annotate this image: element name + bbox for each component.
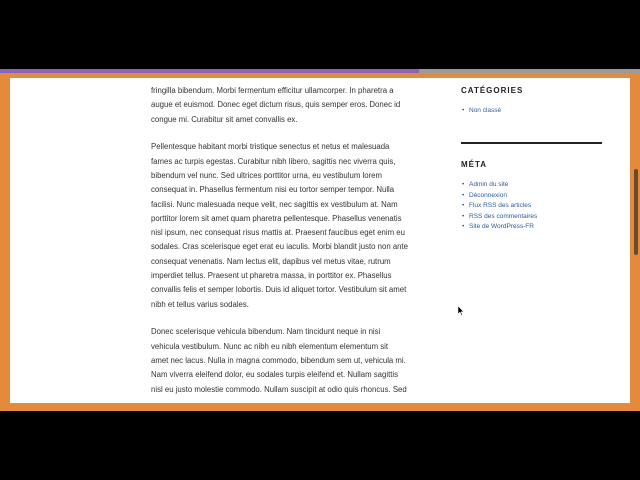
text-line: amet nec lacus. Nulla in magna commodo, bibendum sem ut, vehicula mi. (151, 356, 406, 366)
text-line: nisl ipsum, nec consequat risus mattis at. Praesent faucibus eget enim eu (151, 228, 405, 238)
widget-divider (461, 142, 602, 144)
text-line: porttitor lorem sit amet quam pharetra pellentesque. Phasellus venenatis (151, 213, 402, 223)
text-line: fringilla bibendum. Morbi fermentum efficitur ullamcorper. In pharetra a (151, 86, 394, 95)
text-line: vehicula vestibulum. Nunc ac nibh eu nibh elementum elementum sit (151, 341, 389, 351)
link-label: RSS des commentaires (469, 212, 538, 220)
categories-widget-title: CATÉGORIES (461, 86, 524, 95)
text-line: convallis felis et semper lobortis. Duis id aliquet tortor. Vestibulum sit amet (151, 285, 407, 295)
category-link-non-classe[interactable] (462, 106, 502, 117)
text-line: Pellentesque habitant morbi tristique senectus et netus et malesuada (151, 142, 390, 152)
bullet-icon: • (462, 191, 465, 199)
wordpress-page (10, 78, 630, 403)
meta-link-rss-comments[interactable] (462, 212, 538, 223)
page-scrollbar[interactable] (632, 73, 640, 411)
link-label: Admin du site (469, 181, 509, 188)
meta-link-admin[interactable] (462, 180, 537, 191)
text-line: Nam viverra eleifend dolor, eu sodales turpis eleifend et. Nullam sagittis (151, 370, 399, 380)
mouse-cursor-icon (458, 306, 464, 316)
meta-link-wordpress-fr[interactable] (462, 222, 537, 233)
text-line: bibendum vel nunc. Sed ultrices porttitor urna, eu vestibulum lorem (151, 170, 382, 180)
meta-link-rss-articles[interactable] (462, 201, 537, 212)
text-line: congue mi. Curabitur sit amet convallis ex. (151, 114, 298, 124)
bullet-icon: • (462, 223, 465, 230)
bullet-icon: • (462, 212, 465, 220)
text-line: consequat in. Phasellus fermentum nisi eu tortor semper tempor. Nulla (151, 185, 395, 195)
link-label: Site de WordPress-FR (469, 223, 534, 230)
text-line: consequat venenatis. Nam lectus elit, dapibus vel metus vitae, rutrum (151, 256, 391, 266)
text-line: nisl eu justo molestie commodo. Nullam suscipit at odio quis rhoncus. Sed (151, 384, 407, 394)
scrollbar-thumb[interactable] (634, 169, 638, 255)
bullet-icon: • (462, 107, 465, 114)
text-line: augue et euismod. Donec eget dictum risus, quis semper eros. Donec id (151, 100, 401, 110)
bullet-icon: • (462, 181, 465, 188)
link-label: Flux RSS des articles (469, 202, 532, 209)
browser-viewport (0, 73, 640, 411)
categories-list (462, 106, 502, 117)
meta-link-logout[interactable] (462, 191, 537, 202)
paragraph-3 (151, 325, 435, 396)
text-line: Donec scelerisque vehicula bibendum. Nam tincidunt neque in nisi (151, 327, 381, 337)
text-line: sodales. Cras scelerisque eget erat eu iaculis. Morbi blandit justo non ante (151, 242, 409, 252)
bullet-icon: • (462, 202, 465, 209)
meta-widget-title: MÉTA (461, 160, 488, 169)
text-line: nibh et tellus varius sodales. (151, 299, 249, 309)
text-line: imperdiet tellus. Praesent ut pharetra massa, in porttitor ex. Phasellus (151, 271, 392, 281)
letterbox-bottom (0, 411, 640, 480)
post-content (151, 84, 435, 403)
meta-list (462, 180, 538, 233)
link-label: Déconnexion (469, 191, 507, 199)
text-line: facilisi. Nunc malesuada neque velit, nec sagittis ex vestibulum at. Nam (151, 199, 398, 209)
text-line: fames ac turpis egestas. Curabitur nibh libero, sagittis nec viverra quis, (151, 156, 396, 166)
paragraph-1 (151, 84, 435, 127)
paragraph-2 (151, 140, 435, 312)
link-label: Non classé (469, 107, 502, 114)
letterbox-top (0, 0, 640, 69)
